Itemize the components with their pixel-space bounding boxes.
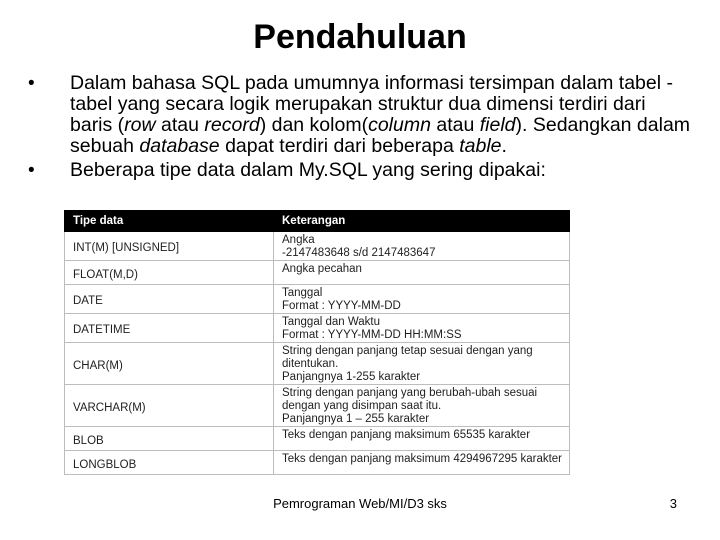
bullet-text: Beberapa tipe data dalam My.SQL yang sering dipakai: (70, 159, 546, 181)
text-run: ). Sedangkan dalam sebuah (70, 114, 691, 157)
desc-line: Teks dengan panjang maksimum 65535 karakter (282, 429, 531, 441)
type-cell: DATETIME (65, 314, 274, 343)
header-keterangan: Keterangan (274, 211, 570, 232)
table-row (65, 314, 570, 343)
page-number: 3 (669, 496, 677, 511)
table-header-row (65, 211, 570, 232)
italic-term-record: record (204, 114, 260, 136)
type-cell: LONGBLOB (65, 451, 274, 475)
desc-line: Panjangnya 1-255 karakter (282, 371, 421, 383)
type-cell: CHAR(M) (65, 343, 274, 385)
data-types-table (64, 210, 570, 475)
table-row (65, 261, 570, 285)
table-row (65, 385, 570, 427)
bullet-item-data-types (28, 160, 693, 181)
footer-course-label: Pemrograman Web/MI/D3 sks (273, 496, 447, 511)
desc-cell (274, 385, 570, 427)
type-cell: VARCHAR(M) (65, 385, 274, 427)
text-run: ) dan kolom( (259, 114, 369, 136)
desc-line: Angka (282, 234, 315, 246)
type-cell: DATE (65, 285, 274, 314)
table-row (65, 451, 570, 475)
table-row (65, 343, 570, 385)
italic-term-row: row (124, 114, 156, 136)
italic-term-database: database (139, 135, 220, 157)
desc-line: Format : YYYY-MM-DD HH:MM:SS (282, 329, 462, 341)
type-cell: BLOB (65, 427, 274, 451)
desc-line: Tanggal (282, 287, 323, 299)
desc-line: String dengan panjang yang berubah-ubah sesuai dengan yang disimpan saat itu. (282, 387, 538, 412)
bullet-dot: • (28, 160, 35, 181)
desc-line: Tanggal dan Waktu (282, 316, 381, 328)
desc-line: Format : YYYY-MM-DD (282, 300, 401, 312)
table-row (65, 285, 570, 314)
desc-cell (274, 451, 570, 475)
desc-cell (274, 261, 570, 285)
text-run: atau (155, 114, 205, 136)
desc-cell (274, 343, 570, 385)
desc-line: Angka pecahan (282, 263, 362, 275)
desc-line: Panjangnya 1 – 255 karakter (282, 413, 430, 425)
table-row (65, 232, 570, 261)
desc-cell (274, 427, 570, 451)
desc-cell (274, 232, 570, 261)
desc-cell (274, 314, 570, 343)
type-cell: FLOAT(M,D) (65, 261, 274, 285)
bullet-list (28, 73, 693, 181)
italic-term-table: table (459, 135, 502, 157)
desc-cell (274, 285, 570, 314)
desc-line: -2147483648 s/d 2147483647 (282, 247, 436, 259)
italic-term-field: field (479, 114, 516, 136)
desc-line: Teks dengan panjang maksimum 4294967295 karakter (282, 453, 563, 465)
text-run: . (501, 135, 507, 157)
bullet-text (70, 72, 690, 157)
type-cell: INT(M) [UNSIGNED] (65, 232, 274, 261)
italic-term-column: column (368, 114, 431, 136)
bullet-dot: • (28, 73, 35, 94)
desc-line: String dengan panjang tetap sesuai dengan yang ditentukan. (282, 345, 533, 370)
text-run: Dalam bahasa SQL pada umumnya informasi tersimpan dalam tabel -tabel yang secara logik merupakan struktur dua dimensi terdiri dari baris ( (70, 72, 673, 136)
header-tipe-data: Tipe data (65, 211, 274, 232)
table-row (65, 427, 570, 451)
text-run: atau (430, 114, 480, 136)
text-run: dapat terdiri dari beberapa (219, 135, 460, 157)
slide-title: Pendahuluan (253, 18, 467, 56)
bullet-item-sql-tables (28, 73, 693, 157)
